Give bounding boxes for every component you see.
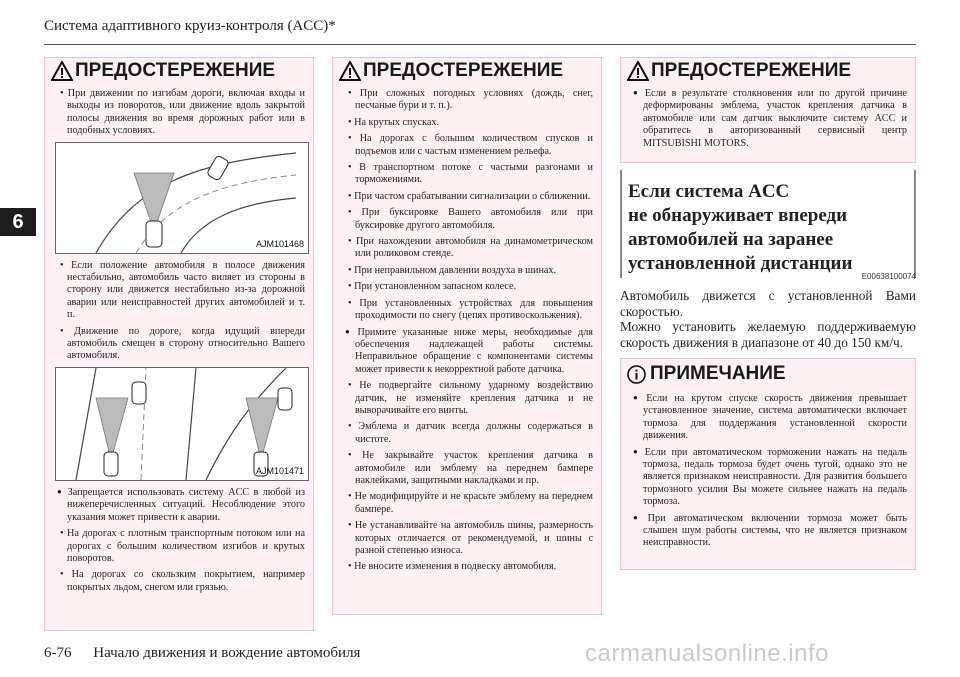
section-title-line: Если система ACC — [628, 181, 790, 202]
warning-item: • При частом срабатывании сигнализации о сближении. — [348, 190, 591, 202]
warning-item: • При буксировке Вашего автомобиля или при буксировке другого автомобиля. — [348, 207, 593, 231]
warning-item: • При установленном запасном колесе. — [348, 281, 517, 293]
warning-box-3 — [620, 57, 916, 163]
warning-item: • На крутых спусках. — [348, 116, 440, 128]
note-box — [620, 358, 916, 570]
warning-item: • Если положение автомобиля в полосе движения нестабильно, автомобиль часто виляет из стороны в сторону или движется нестабильно из-за дорожной аварии или неисправностей других автомобилей и т. п. — [60, 259, 305, 321]
warning-item: • При движении по изгибам дороги, включая входы и выходы из поворотов, или движение вдоль закрытой полосы движения во время дорожных работ или в подобных условиях. — [60, 88, 305, 137]
header-rule — [44, 44, 916, 45]
warning-bullet: ● Примите указанные ниже меры, необходимые для обеспечения надлежащей работы системы. Неправильное обращение с компонентами системы может привести к некорректной работе датчика. — [343, 327, 593, 377]
body-paragraph: Автомобиль движется с установленной Вами скоростью. — [620, 288, 916, 319]
curved-road-drawing — [56, 143, 308, 253]
warning-triangle-icon — [51, 61, 73, 81]
section-title-line: автомобилей на заранее — [628, 229, 834, 250]
body-paragraph: Можно установить желаемую поддерживаемую скорость движения в диапазоне от 40 до 150 км/ч. — [620, 319, 916, 350]
warning-box-1 — [44, 57, 314, 631]
section-code: E00638100074 — [861, 272, 916, 281]
illustration-offset-vehicle — [55, 367, 309, 481]
note-bullet: ● Если при автоматическом торможении нажать на педаль тормоза, педаль тормоза будет очень тугой, однако это не является признаком неисправности. Для развития большего тормозного усилия Вы можете сильнее нажать на педаль тормоза. — [631, 447, 907, 509]
note-bullet: ● При автоматическом включении тормоза может быть слышен шум работы системы, что не является признаком неисправности. — [631, 513, 907, 550]
page-number: 6-76 — [44, 645, 72, 661]
warning-triangle-icon — [339, 61, 361, 81]
warning-box-2 — [332, 57, 602, 615]
footer-title: Начало движения и вождение автомобиля — [93, 645, 361, 661]
warning-triangle-icon — [627, 61, 649, 81]
info-icon — [627, 365, 646, 384]
note-bullet: ● Если на крутом спуске скорость движения превышает установленное значение, система автоматически включает тормоза для поддержания установленной скорости движения. — [631, 393, 907, 443]
warning-item: • Не устанавливайте на автомобиль шины, размерность которых отличается от рекомендуемой, и шины с разной степенью износа. — [348, 520, 593, 556]
note-title: ПРИМЕЧАНИЕ — [621, 361, 915, 387]
warning-bullet: ● Если в результате столкновения или по другой причине деформированы эмблема, участок крепления датчика в автомобиле или сам датчик выключите систему ACC и обратитесь в авторизованный сервисный центр MITSUBISHI MOTORS. — [631, 88, 907, 150]
warning-item: • На дорогах с плотным транспортным потоком или на дорогах с большим количеством изгибов и крутых поворотов. — [60, 528, 305, 564]
warning-item: • На дорогах со скользким покрытием, например покрытых льдом, снегом или грязью. — [60, 569, 305, 593]
warning-item: • Не закрывайте участок крепления датчика в автомобиле или эмблему на переднем бампере наклейками, защитными накладками и пр. — [348, 450, 593, 486]
warning-item: • При нахождении автомобиля на динамометрическом или роликовом стенде. — [348, 236, 593, 260]
section-title-line: не обнаруживает впереди — [628, 205, 848, 226]
warning-item: • Не модифицируйте и не красьте эмблему на переднем бампере. — [348, 491, 593, 515]
figure-code: AJM101471 — [255, 466, 304, 477]
offset-vehicle-drawing — [56, 368, 308, 480]
warning-item: • Движение по дороге, когда идущий впереди автомобиль смещен в сторону относительно Вашего автомобиля. — [60, 325, 305, 362]
warning-item: • В транспортном потоке с частыми разгонами и торможениями. — [348, 162, 593, 186]
page-footer — [44, 645, 360, 662]
warning-item: • При установленных устройствах для повышения проходимости по снегу (цепях противоскольжения). — [348, 297, 593, 322]
figure-code: AJM101468 — [255, 239, 304, 250]
warning-title: ПРЕДОСТЕРЕЖЕНИЕ — [333, 58, 601, 84]
illustration-curved-road — [55, 142, 309, 254]
page-header-title: Система адаптивного круиз-контроля (ACC)* — [44, 18, 336, 34]
warning-item: • На дорогах с большим количеством спусков и подъемов или с частым изменением рельефа. — [348, 133, 593, 157]
warning-bullet: ● Запрещается использовать систему ACC в любой из нижеперечисленных ситуаций. Несоблюдение этого указания может привести к аварии. — [55, 487, 305, 524]
warning-item: • Не подвергайте сильному ударному воздействию датчик, не изменяйте крепления датчика и не выворачивайте его винты. — [348, 380, 593, 416]
warning-item: • При неправильном давлении воздуха в шинах. — [348, 264, 557, 276]
warning-title: ПРЕДОСТЕРЕЖЕНИЕ — [621, 58, 915, 84]
warning-item: • При сложных погодных условиях (дождь, снег, песчаные бури и т. п.). — [348, 88, 593, 112]
warning-item: • Не вносите изменения в подвеску автомобиля. — [348, 561, 557, 573]
warning-item: • Эмблема и датчик всегда должны содержаться в чистоте. — [348, 421, 593, 445]
section-body — [620, 288, 916, 350]
watermark-text: carmanualsonline.info — [585, 640, 829, 667]
section-title-line: установленной дистанции — [628, 253, 853, 274]
section-heading-box — [620, 170, 916, 278]
warning-title: ПРЕДОСТЕРЕЖЕНИЕ — [45, 58, 313, 84]
chapter-tab: 6 — [0, 208, 36, 236]
